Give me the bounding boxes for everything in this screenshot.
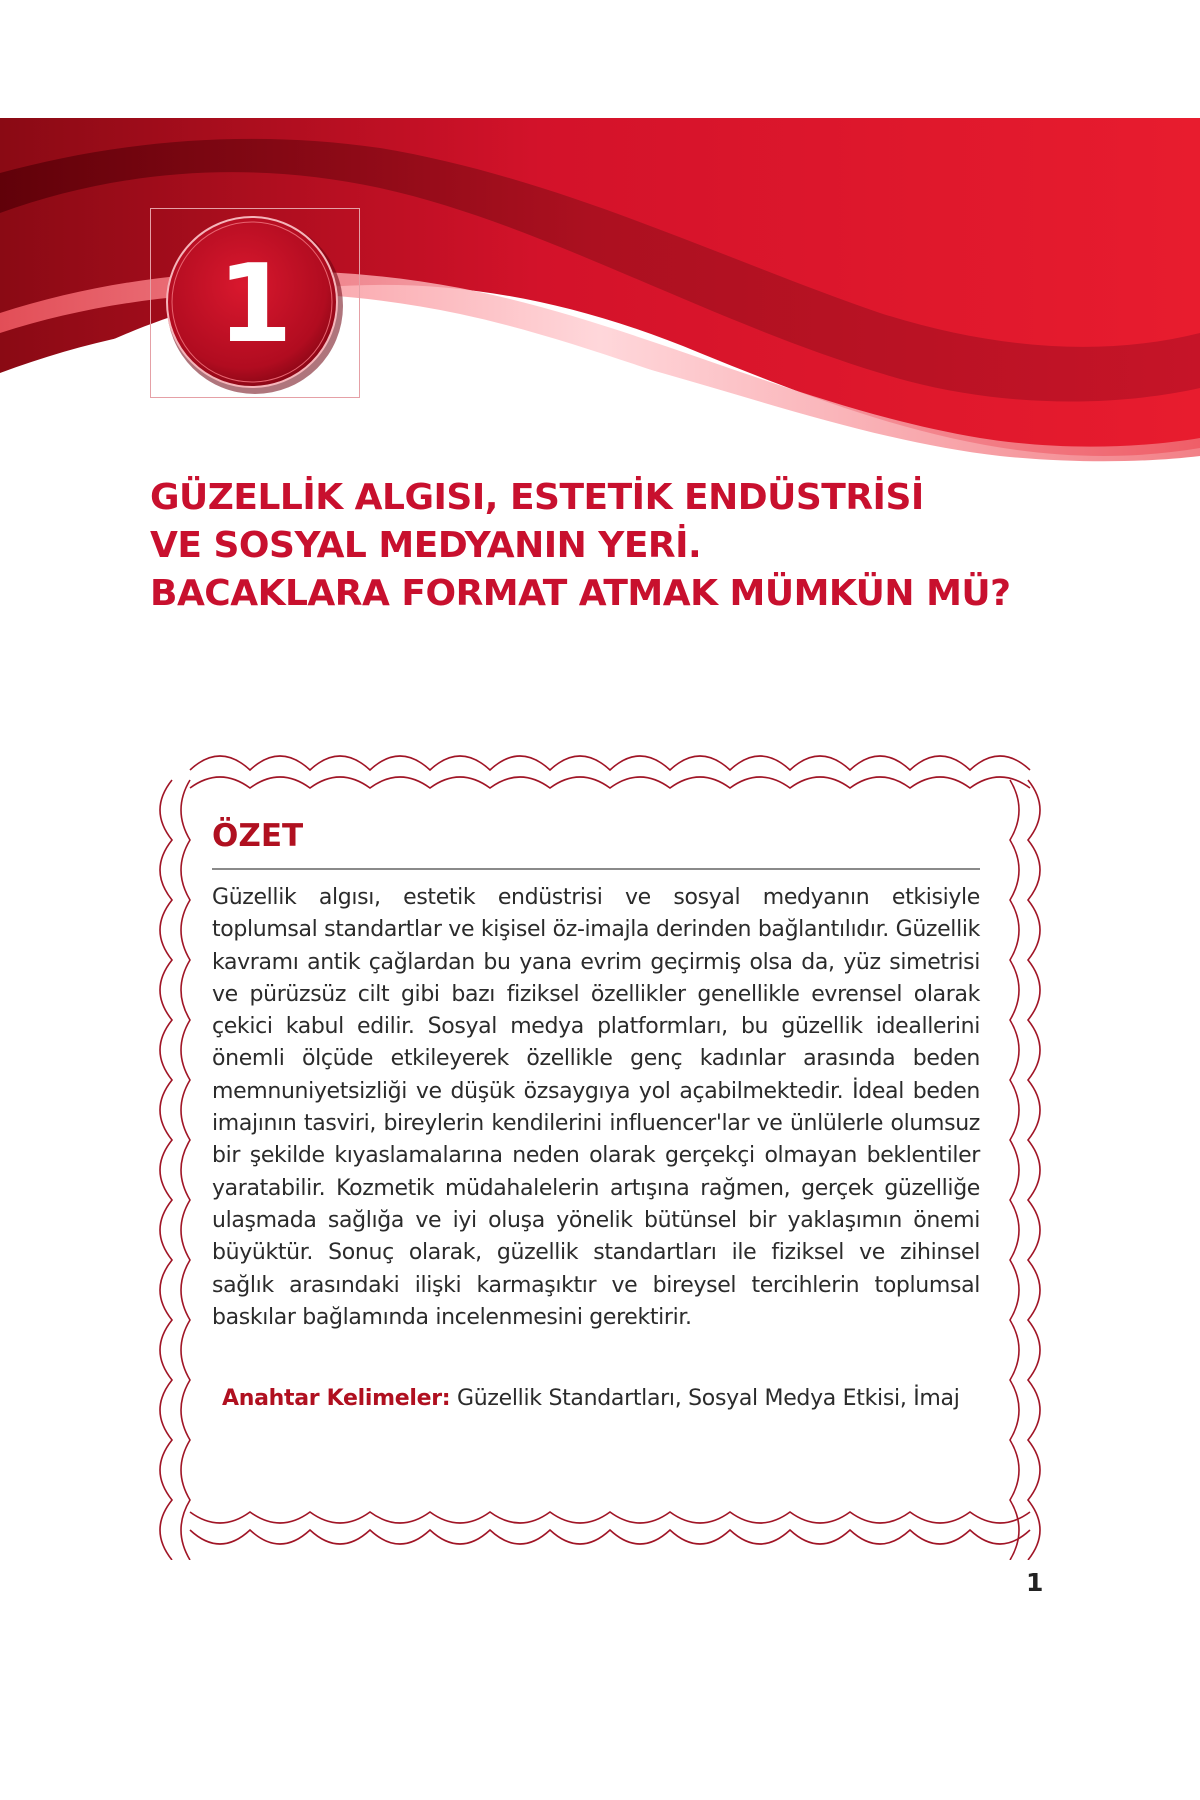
summary-text: Güzellik algısı, estetik endüstrisi ve sosyal medyanın etkisiyle toplumsal standartlar ve kişisel öz-imajla derinden bağlantılıdır. Güzellik kavramı antik çağlardan bu yana evrim geçirmiş olsa da, yüz simetrisi ve pürüzsüz cilt gibi bazı fiziksel özellikler genellikle evrensel olarak çekici kabul edilir. Sosyal medya platformları, bu güzellik ideallerini önemli ölçüde etkileyerek özellikle genç kadınlar arasında beden memnuniyetsizliği ve düşük özsaygıya yol açabilmektedir. İdeal beden imajının tasviri, bireylerin kendilerini influencer'lar ve ünlülerle olumsuz bir şekilde kıyaslamalarına neden olarak gerçekçi olmayan beklentiler yaratabilir. Kozmetik müdahalelerin artışına rağmen, gerçek güzelliğe ulaşmada sağlığa ve iyi oluşa yönelik bütünsel bir yaklaşımın önemi büyüktür. Sonuç olarak, güzellik standartları ile fiziksel ve zihinsel sağlık arasındaki ilişki karmaşıktır ve bireysel tercihlerin toplumsal baskılar bağlamında incelenmesini gerektirir. [212, 885, 980, 1330]
title-line-1: GÜZELLİK ALGISI, ESTETİK ENDÜSTRİSİ [150, 477, 924, 518]
keywords-value: Güzellik Standartları, Sosyal Medya Etkisi, İmaj [457, 1386, 960, 1411]
page-number: 1 [1026, 1568, 1044, 1597]
chapter-number: 1 [217, 242, 293, 367]
keywords-label: Anahtar Kelimeler: [222, 1386, 451, 1411]
title-line-3: BACAKLARA FORMAT ATMAK MÜMKÜN MÜ? [150, 573, 1011, 614]
chapter-title [150, 474, 1050, 618]
title-line-2: VE SOSYAL MEDYANIN YERİ. [150, 525, 702, 566]
summary-heading: ÖZET [212, 818, 304, 854]
heading-divider [212, 868, 980, 870]
keywords-line [222, 1386, 1002, 1411]
